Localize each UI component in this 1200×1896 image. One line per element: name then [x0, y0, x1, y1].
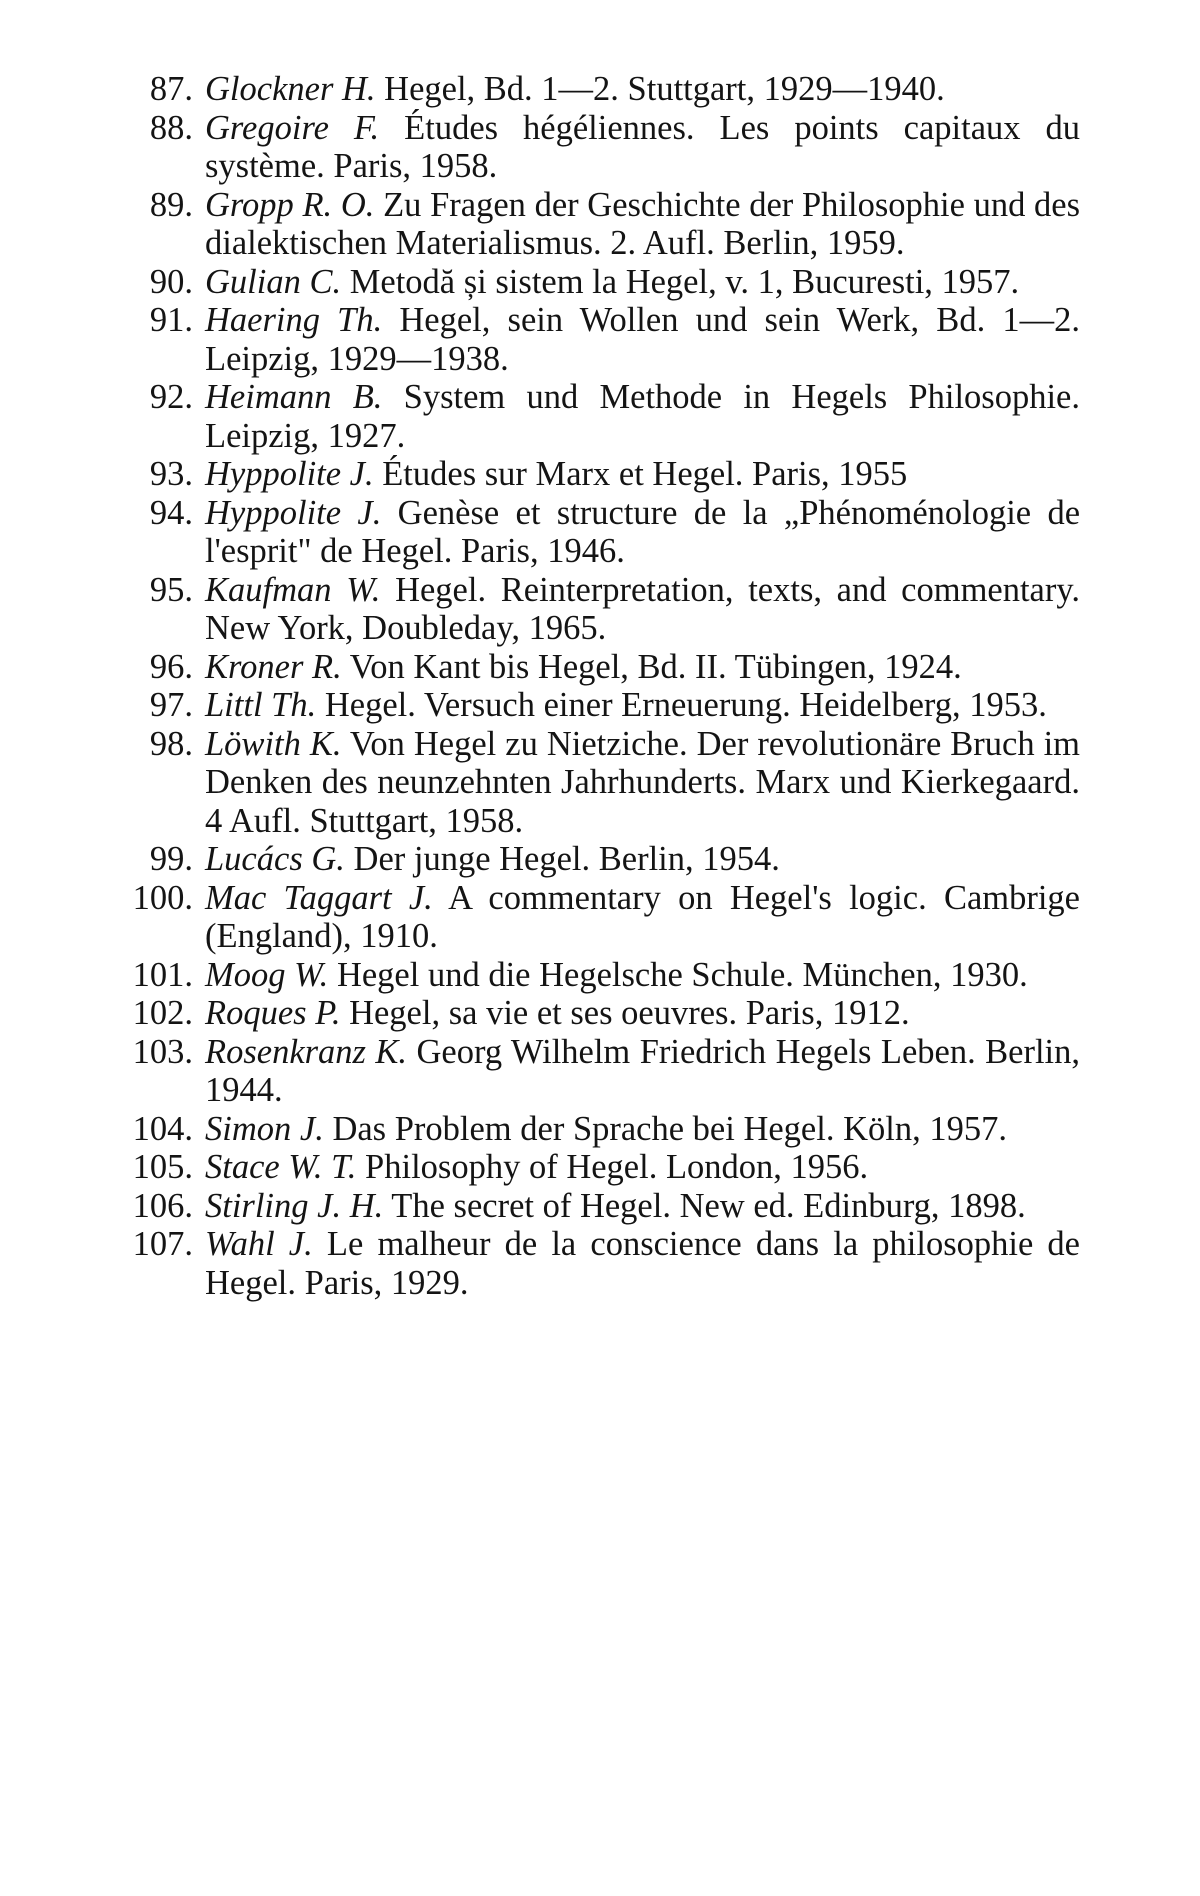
entry-author: Rosenkranz K. — [205, 1032, 408, 1071]
entry-body — [193, 1033, 1080, 1110]
entry-citation: Hegel, sa vie et ses oeuvres. Paris, 1912. — [349, 994, 910, 1032]
entry-citation: Zu Fragen der Geschichte der Philosophie und des dialektischen Materialismus. 2. Aufl. Berlin, 1959. — [205, 185, 1080, 262]
entry-body — [193, 378, 1080, 455]
entry-body — [193, 109, 1080, 186]
bibliography-entry — [110, 301, 1080, 378]
entry-citation: Das Problem der Sprache bei Hegel. Köln, 1957. — [332, 1109, 1007, 1148]
entry-citation: The secret of Hegel. New ed. Edinburg, 1898. — [391, 1186, 1026, 1225]
entry-citation: Hegel und die Hegelsche Schule. München, 1930. — [336, 955, 1028, 994]
bibliography-entry — [110, 378, 1080, 455]
entry-number: 95. — [149, 570, 193, 609]
entry-author: Kaufman W. — [205, 570, 381, 609]
entry-author: Gregoire F. — [205, 108, 380, 147]
entry-number: 93. — [149, 455, 193, 493]
entry-number: 88. — [149, 108, 193, 147]
entry-number: 97. — [149, 686, 193, 724]
entry-author: Haering Th. — [205, 301, 383, 339]
entry-citation: Georg Wilhelm Friedrich Hegels Leben. Berlin, 1944. — [205, 1032, 1080, 1109]
bibliography-list — [110, 70, 1080, 1302]
bibliography-entry — [110, 879, 1080, 956]
bibliography-entry — [110, 1033, 1080, 1110]
bibliography-entry — [110, 263, 1080, 302]
entry-number: 92. — [149, 378, 193, 416]
bibliography-entry — [110, 686, 1080, 725]
bibliography-entry — [110, 994, 1080, 1033]
entry-body — [193, 648, 1080, 687]
bibliography-entry — [110, 956, 1080, 995]
entry-author: Lucács G. — [205, 840, 345, 878]
entry-number: 100. — [132, 878, 193, 917]
entry-number: 98. — [149, 724, 193, 763]
entry-author: Mac Taggart J. — [205, 878, 433, 917]
entry-number: 99. — [149, 840, 193, 878]
bibliography-entry — [110, 109, 1080, 186]
bibliography-entry — [110, 725, 1080, 841]
bibliography-entry — [110, 1225, 1080, 1302]
bibliography-entry — [110, 186, 1080, 263]
entry-body — [193, 263, 1080, 302]
entry-body — [193, 956, 1080, 995]
entry-citation: Hegel. Reinterpretation, texts, and commentary. New York, Doubleday, 1965. — [205, 570, 1080, 647]
entry-body — [193, 494, 1080, 571]
bibliography-entry — [110, 1110, 1080, 1149]
entry-citation: Études hégéliennes. Les points capitaux du système. Paris, 1958. — [205, 108, 1081, 185]
entry-author: Glockner H. — [205, 70, 376, 108]
entry-number: 107. — [132, 1225, 193, 1263]
entry-number: 104. — [132, 1109, 193, 1148]
entry-author: Moog W. — [205, 955, 329, 994]
entry-citation: Genèse et structure de la „Phénoménologie de l'esprit" de Hegel. Paris, 1946. — [205, 493, 1081, 570]
entry-body — [193, 1187, 1080, 1226]
entry-number: 96. — [149, 647, 193, 686]
entry-number: 90. — [149, 262, 193, 301]
entry-number: 89. — [149, 185, 193, 224]
entry-citation: Metodă și sistem la Hegel, v. 1, Bucuresti, 1957. — [349, 262, 1020, 301]
entry-body — [193, 840, 1080, 879]
entry-author: Kroner R. — [205, 647, 342, 686]
bibliography-entry — [110, 1187, 1080, 1226]
entry-body — [193, 1110, 1080, 1149]
bibliography-entry — [110, 70, 1080, 109]
entry-number: 101. — [132, 955, 193, 994]
entry-author: Löwith K. — [205, 724, 342, 763]
entry-author: Littl Th. — [205, 686, 317, 724]
entry-author: Wahl J. — [205, 1225, 313, 1263]
entry-citation: Hegel, sein Wollen und sein Werk, Bd. 1—2. Leipzig, 1929—1938. — [205, 301, 1080, 378]
entry-number: 103. — [132, 1032, 193, 1071]
entry-body — [193, 994, 1080, 1033]
entry-number: 105. — [132, 1148, 193, 1186]
bibliography-entry — [110, 840, 1080, 879]
entry-author: Gropp R. O. — [205, 185, 375, 224]
entry-citation: A commentary on Hegel's logic. Cambrige (England), 1910. — [205, 878, 1080, 955]
bibliography-entry — [110, 1148, 1080, 1187]
entry-citation: Von Kant bis Hegel, Bd. II. Tübingen, 1924. — [349, 647, 962, 686]
entry-author: Simon J. — [205, 1109, 324, 1148]
entry-citation: Hegel, Bd. 1—2. Stuttgart, 1929—1940. — [384, 70, 945, 108]
entry-body — [193, 571, 1080, 648]
bibliography-entry — [110, 455, 1080, 494]
entry-body — [193, 1148, 1080, 1187]
entry-citation: System und Methode in Hegels Philosophie. Leipzig, 1927. — [205, 378, 1080, 455]
entry-citation: Der junge Hegel. Berlin, 1954. — [353, 840, 780, 878]
entry-number: 94. — [149, 493, 193, 532]
entry-citation: Hegel. Versuch einer Erneuerung. Heidelberg, 1953. — [324, 686, 1047, 724]
entry-body — [193, 455, 1080, 494]
entry-body — [193, 1225, 1080, 1302]
entry-author: Stace W. T. — [205, 1148, 357, 1186]
entry-author: Gulian C. — [205, 262, 342, 301]
entry-author: Stirling J. H. — [205, 1186, 384, 1225]
bibliography-entry — [110, 648, 1080, 687]
entry-author: Hyppolite J. — [205, 493, 382, 532]
bibliography-entry — [110, 571, 1080, 648]
entry-citation: Études sur Marx et Hegel. Paris, 1955 — [382, 455, 908, 493]
entry-author: Heimann B. — [205, 378, 383, 416]
entry-body — [193, 686, 1080, 725]
entry-number: 87. — [149, 70, 193, 108]
entry-body — [193, 70, 1080, 109]
entry-body — [193, 301, 1080, 378]
entry-body — [193, 879, 1080, 956]
entry-author: Hyppolite J. — [205, 455, 374, 493]
entry-citation: Philosophy of Hegel. London, 1956. — [365, 1148, 869, 1186]
entry-citation: Von Hegel zu Nietziche. Der revolutionäre Bruch im Denken des neunzehnten Jahrhunderts. Marx und Kierkegaard. 4 Aufl. Stuttgart, 1958. — [205, 724, 1080, 840]
entry-citation: Le malheur de la conscience dans la philosophie de Hegel. Paris, 1929. — [205, 1225, 1080, 1302]
entry-author: Roques P. — [205, 994, 341, 1032]
entry-number: 106. — [132, 1186, 193, 1225]
entry-body — [193, 186, 1080, 263]
entry-body — [193, 725, 1080, 841]
entry-number: 102. — [132, 994, 193, 1032]
bibliography-entry — [110, 494, 1080, 571]
entry-number: 91. — [149, 301, 193, 339]
